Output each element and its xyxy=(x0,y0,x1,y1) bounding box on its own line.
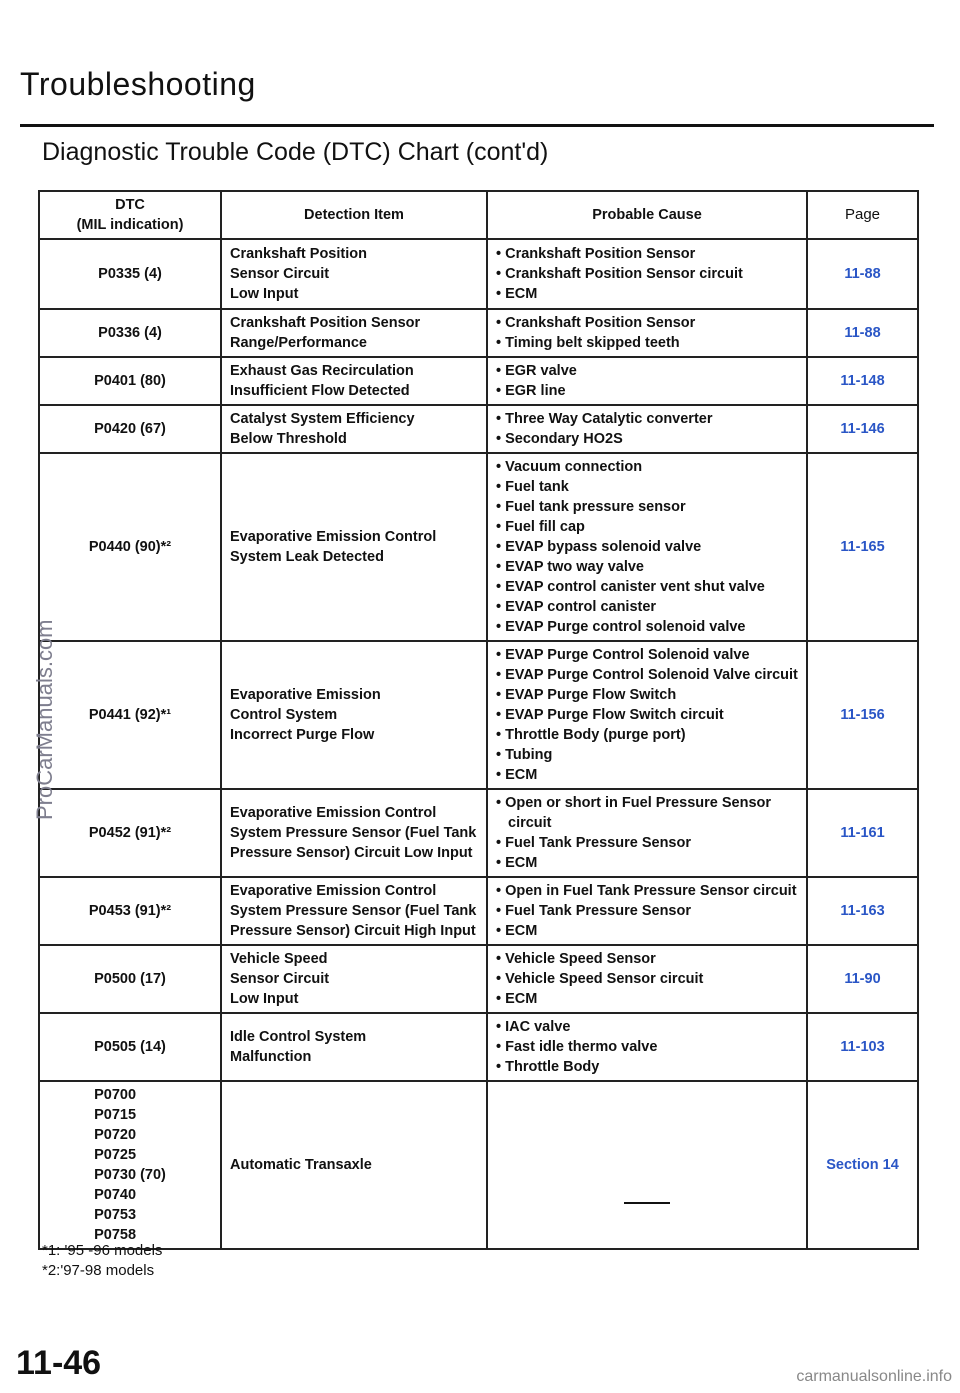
dtc-code-cell xyxy=(39,1013,221,1081)
page-reference[interactable]: Section 14 xyxy=(807,1081,918,1249)
probable-cause: • EVAP Purge control solenoid valve xyxy=(496,619,746,635)
detection-item-line: Crankshaft Position Sensor xyxy=(230,315,421,331)
footnote: *2:'97-98 models xyxy=(42,1262,155,1279)
probable-cause: • Fuel tank pressure sensor xyxy=(496,499,686,515)
chart-subtitle: Diagnostic Trouble Code (DTC) Chart (cont'd) xyxy=(42,138,549,166)
dtc-table xyxy=(38,190,919,1250)
detection-item-cell xyxy=(221,1013,487,1081)
detection-item-cell xyxy=(221,453,487,641)
detection-item-cell xyxy=(221,1081,487,1249)
probable-cause: • Crankshaft Position Sensor xyxy=(496,315,696,331)
dtc-code: P0720 xyxy=(94,1127,137,1143)
detection-item-line: Sensor Circuit xyxy=(230,971,330,987)
detection-item-line: Exhaust Gas Recirculation xyxy=(230,363,414,379)
detection-item-line: Below Threshold xyxy=(230,431,347,447)
probable-cause: • IAC valve xyxy=(496,1019,571,1035)
page-reference[interactable]: 11-90 xyxy=(807,945,918,1013)
header-detection-item: Detection Item xyxy=(221,191,487,239)
dtc-code-list xyxy=(48,419,212,439)
site-url: carmanualsonline.info xyxy=(796,1368,952,1385)
detection-item-line: Evaporative Emission Control xyxy=(230,805,437,821)
dtc-code-list xyxy=(48,264,212,284)
page-reference[interactable]: 11-165 xyxy=(807,453,918,641)
dtc-code-cell xyxy=(39,789,221,877)
probable-cause: • Fuel Tank Pressure Sensor xyxy=(496,835,691,851)
probable-cause-cell xyxy=(487,641,807,789)
table-row xyxy=(39,945,918,1013)
probable-cause-cell xyxy=(487,1013,807,1081)
table-row xyxy=(39,405,918,453)
detection-item-line: Idle Control System xyxy=(230,1029,367,1045)
dtc-code-list xyxy=(48,371,212,391)
probable-cause: • Fuel Tank Pressure Sensor xyxy=(496,903,691,919)
probable-cause: • ECM xyxy=(496,991,538,1007)
detection-item-line: Sensor Circuit xyxy=(230,266,330,282)
detection-item-cell xyxy=(221,405,487,453)
probable-cause: • ECM xyxy=(496,767,538,783)
footnote: *1: '95 -96 models xyxy=(42,1242,163,1259)
dtc-code-cell xyxy=(39,453,221,641)
table-row xyxy=(39,239,918,309)
detection-item-line: Vehicle Speed xyxy=(230,951,328,967)
detection-item-line: Evaporative Emission Control xyxy=(230,883,437,899)
watermark: ProCarManuals.com xyxy=(32,619,57,820)
probable-cause: • Three Way Catalytic converter xyxy=(496,411,713,427)
table-row xyxy=(39,1081,918,1249)
page-title: Troubleshooting xyxy=(20,66,256,102)
detection-item-line: Low Input xyxy=(230,286,299,302)
probable-cause: • Tubing xyxy=(496,747,553,763)
probable-cause: • EVAP two way valve xyxy=(496,559,644,575)
dash-line xyxy=(624,1202,670,1204)
detection-item-line: System Pressure Sensor (Fuel Tank xyxy=(230,825,477,841)
dtc-code: P0335 (4) xyxy=(98,266,162,282)
probable-cause: • ECM xyxy=(496,923,538,939)
table-row xyxy=(39,877,918,945)
dtc-code: P0500 (17) xyxy=(94,971,166,987)
probable-cause: • Vehicle Speed Sensor xyxy=(496,951,656,967)
detection-item-line: Evaporative Emission Control xyxy=(230,529,437,545)
page-number: 11-46 xyxy=(16,1344,102,1382)
dtc-code-list xyxy=(48,1037,212,1057)
title-rule xyxy=(20,124,934,127)
dtc-code-cell xyxy=(39,641,221,789)
header-dtc xyxy=(39,191,221,239)
dtc-code: P0441 (92)*¹ xyxy=(88,707,172,723)
detection-item-line: Evaporative Emission xyxy=(230,687,381,703)
probable-cause: • Throttle Body xyxy=(496,1059,600,1075)
detection-item-cell xyxy=(221,357,487,405)
table-row xyxy=(39,357,918,405)
dtc-code-list xyxy=(48,969,212,989)
probable-cause-cell xyxy=(487,239,807,309)
probable-cause: • Fast idle thermo valve xyxy=(496,1039,658,1055)
dtc-code: P0452 (91)*² xyxy=(88,825,172,841)
dtc-code-cell xyxy=(39,877,221,945)
dtc-code-list xyxy=(48,323,212,343)
probable-cause: • Crankshaft Position Sensor circuit xyxy=(496,266,743,282)
dtc-code: P0730 (70) xyxy=(94,1167,166,1183)
dtc-code: P0740 xyxy=(94,1187,137,1203)
dtc-code-list xyxy=(48,901,212,921)
page-reference[interactable]: 11-148 xyxy=(807,357,918,405)
dtc-code: P0700 xyxy=(94,1087,137,1103)
header-dtc-line: DTC xyxy=(115,197,145,213)
dtc-code: P0420 (67) xyxy=(94,421,166,437)
header-page: Page xyxy=(807,191,918,239)
detection-item-cell xyxy=(221,945,487,1013)
probable-cause: • EVAP control canister vent shut valve xyxy=(496,579,765,595)
probable-cause: • Fuel tank xyxy=(496,479,569,495)
detection-item-cell xyxy=(221,641,487,789)
detection-item-line: Incorrect Purge Flow xyxy=(230,727,375,743)
probable-cause-cell xyxy=(487,789,807,877)
probable-cause: • Open in Fuel Tank Pressure Sensor circuit xyxy=(496,883,797,899)
probable-cause-cell xyxy=(487,405,807,453)
dtc-code-list xyxy=(48,705,212,725)
header-dtc-line: (MIL indication) xyxy=(76,217,184,233)
table-row xyxy=(39,641,918,789)
table-row xyxy=(39,789,918,877)
detection-item-line: Pressure Sensor) Circuit Low Input xyxy=(230,845,473,861)
detection-item-line: Catalyst System Efficiency xyxy=(230,411,415,427)
detection-item-line: Crankshaft Position xyxy=(230,246,367,262)
table-body xyxy=(39,239,918,1249)
probable-cause: • Timing belt skipped teeth xyxy=(496,335,680,351)
probable-cause: • EGR line xyxy=(496,383,566,399)
probable-cause-cell xyxy=(487,453,807,641)
table-header-row xyxy=(39,191,918,239)
probable-cause: • ECM xyxy=(496,855,538,871)
detection-item-line: Low Input xyxy=(230,991,299,1007)
page-reference[interactable]: 11-163 xyxy=(807,877,918,945)
detection-item-cell xyxy=(221,789,487,877)
probable-cause: • Vehicle Speed Sensor circuit xyxy=(496,971,704,987)
detection-item-cell xyxy=(221,239,487,309)
dtc-code-cell xyxy=(39,309,221,357)
dtc-code: P0453 (91)*² xyxy=(88,903,172,919)
dtc-code: P0715 xyxy=(94,1107,137,1123)
dtc-code: P0758 xyxy=(94,1227,137,1243)
dtc-code-list xyxy=(48,537,212,557)
probable-cause-cell xyxy=(487,309,807,357)
probable-cause: • EVAP control canister xyxy=(496,599,657,615)
page-reference[interactable]: 11-88 xyxy=(807,309,918,357)
dtc-code-cell xyxy=(39,405,221,453)
dtc-code-cell xyxy=(39,357,221,405)
page-reference[interactable]: 11-161 xyxy=(807,789,918,877)
page-reference[interactable]: 11-146 xyxy=(807,405,918,453)
probable-cause-cell xyxy=(487,357,807,405)
detection-item-line: Pressure Sensor) Circuit High Input xyxy=(230,923,476,939)
probable-cause: • EVAP Purge Flow Switch circuit xyxy=(496,707,724,723)
probable-cause: • Throttle Body (purge port) xyxy=(496,727,686,743)
probable-cause: • ECM xyxy=(496,286,538,302)
dtc-code-list xyxy=(48,823,212,843)
table-row xyxy=(39,309,918,357)
dtc-code: P0336 (4) xyxy=(98,325,162,341)
dtc-code-list xyxy=(94,1085,166,1245)
dtc-code: P0505 (14) xyxy=(94,1039,166,1055)
probable-cause: • EVAP Purge Control Solenoid Valve circuit xyxy=(496,667,798,683)
page-reference[interactable]: 11-88 xyxy=(807,239,918,309)
detection-item-line: Control System xyxy=(230,707,338,723)
detection-item-line: System Pressure Sensor (Fuel Tank xyxy=(230,903,477,919)
probable-cause: • EGR valve xyxy=(496,363,577,379)
probable-cause: • Vacuum connection xyxy=(496,459,643,475)
detection-item-line: Malfunction xyxy=(230,1049,312,1065)
table-row xyxy=(39,1013,918,1081)
dtc-code: P0753 xyxy=(94,1207,137,1223)
probable-cause-cell xyxy=(487,1081,807,1249)
probable-cause: • EVAP bypass solenoid valve xyxy=(496,539,702,555)
page-reference[interactable]: 11-103 xyxy=(807,1013,918,1081)
probable-cause: • EVAP Purge Control Solenoid valve xyxy=(496,647,750,663)
footnotes xyxy=(42,1241,162,1281)
probable-cause: • Open or short in Fuel Pressure Sensor circuit xyxy=(496,795,772,831)
dtc-code-cell xyxy=(39,1081,221,1249)
table-row xyxy=(39,453,918,641)
dtc-code: P0725 xyxy=(94,1147,137,1163)
probable-cause-cell xyxy=(487,945,807,1013)
detection-item-line: Insufficient Flow Detected xyxy=(230,383,410,399)
probable-cause: • Crankshaft Position Sensor xyxy=(496,246,696,262)
probable-cause: • Secondary HO2S xyxy=(496,431,623,447)
probable-cause: • EVAP Purge Flow Switch xyxy=(496,687,677,703)
probable-cause-cell xyxy=(487,877,807,945)
page-reference[interactable]: 11-156 xyxy=(807,641,918,789)
dtc-code: P0401 (80) xyxy=(94,373,166,389)
probable-cause: • Fuel fill cap xyxy=(496,519,585,535)
no-cause-dash xyxy=(496,1120,798,1210)
dtc-code: P0440 (90)*² xyxy=(88,539,172,555)
detection-item-line: Range/Performance xyxy=(230,335,367,351)
detection-item-cell xyxy=(221,877,487,945)
detection-item-line: System Leak Detected xyxy=(230,549,384,565)
detection-item-line: Automatic Transaxle xyxy=(230,1157,372,1173)
detection-item-cell xyxy=(221,309,487,357)
dtc-code-cell xyxy=(39,945,221,1013)
header-probable-cause: Probable Cause xyxy=(487,191,807,239)
dtc-code-cell xyxy=(39,239,221,309)
